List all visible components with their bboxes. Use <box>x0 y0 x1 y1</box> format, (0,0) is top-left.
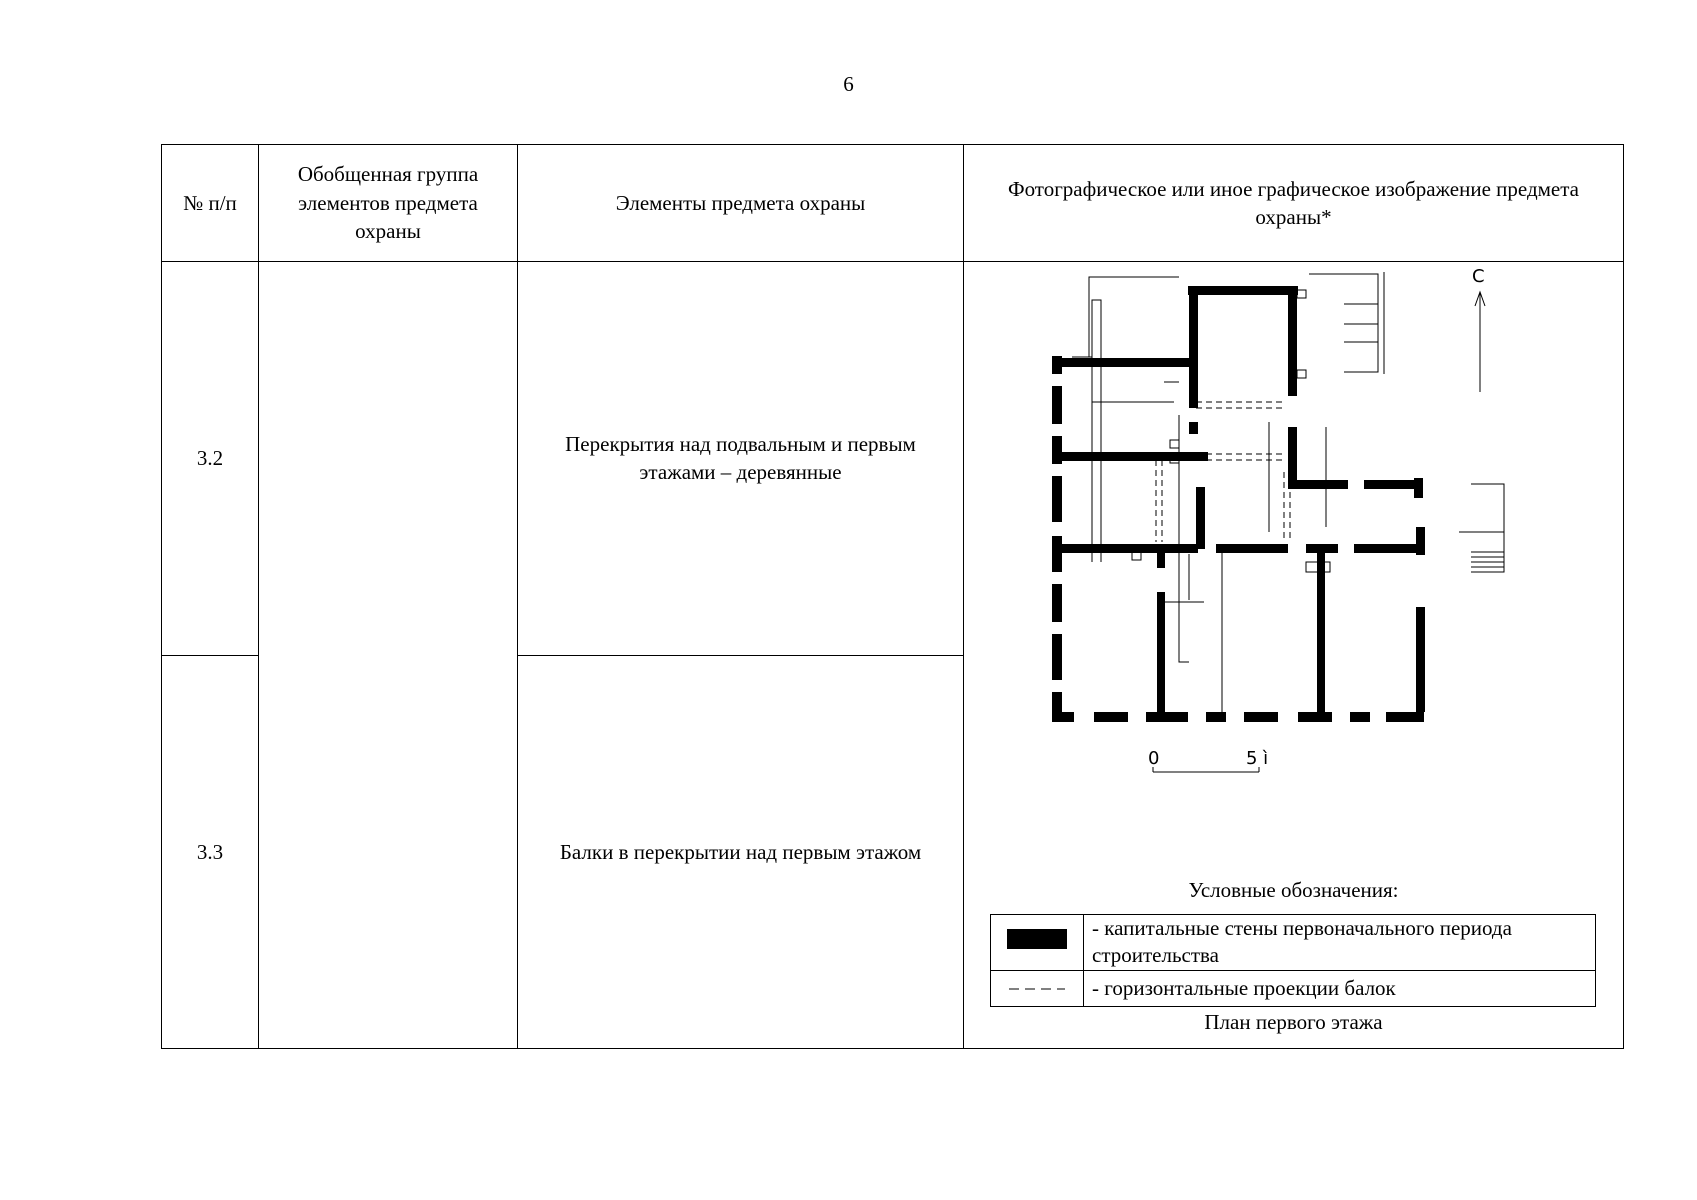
header-group: Обобщенная группа элементов предмета охраны <box>259 145 518 262</box>
page-number: 6 <box>843 72 854 96</box>
row-element: Перекрытия над подвальным и первым этажами – деревянные <box>518 262 964 656</box>
row-num: 3.3 <box>162 655 259 1049</box>
legend-row <box>991 915 1596 971</box>
thin-partition <box>1092 300 1101 562</box>
annex-outline <box>1072 277 1174 357</box>
protection-table <box>161 144 1624 1049</box>
annex-outline <box>1344 304 1378 342</box>
floor-plan-drawing <box>964 262 1624 862</box>
scale-bar <box>1153 767 1259 772</box>
table-row <box>162 262 1624 656</box>
plan-fixtures <box>1132 290 1330 572</box>
header-image: Фотографическое или иное графическое изображение предмета охраны* <box>964 145 1624 262</box>
legend-table <box>990 914 1596 1007</box>
north-label: С <box>1472 266 1485 287</box>
legend-text: - капитальные стены первоначального периода строительства <box>1084 915 1596 971</box>
header-row <box>162 145 1624 262</box>
row-num: 3.2 <box>162 262 259 656</box>
floor-plan-figure <box>964 262 1623 1048</box>
legend-row <box>991 970 1596 1006</box>
north-arrow-icon <box>1475 292 1485 392</box>
stair-outline <box>1471 484 1504 572</box>
annex-outline <box>1309 274 1378 372</box>
scale-end-label: 5 ì <box>1246 748 1269 769</box>
solid-wall-symbol-icon <box>1007 928 1067 950</box>
legend-title: Условные обозначения: <box>1188 878 1399 902</box>
dashed-beam-symbol-icon <box>1007 983 1067 995</box>
plan-caption: План первого этажа <box>1204 1010 1383 1034</box>
legend-symbol <box>991 915 1084 971</box>
legend-symbol <box>991 970 1084 1006</box>
group-cell <box>259 262 518 1049</box>
header-num: № п/п <box>162 145 259 262</box>
capital-walls <box>1052 286 1425 722</box>
legend-text: - горизонтальные проекции балок <box>1084 970 1596 1006</box>
row-element: Балки в перекрытии над первым этажом <box>518 655 964 1049</box>
beam-projections <box>1156 402 1290 542</box>
image-cell <box>964 262 1624 1049</box>
scale-start-label: 0 <box>1148 748 1160 769</box>
stair-steps <box>1471 552 1504 567</box>
header-elements: Элементы предмета охраны <box>518 145 964 262</box>
